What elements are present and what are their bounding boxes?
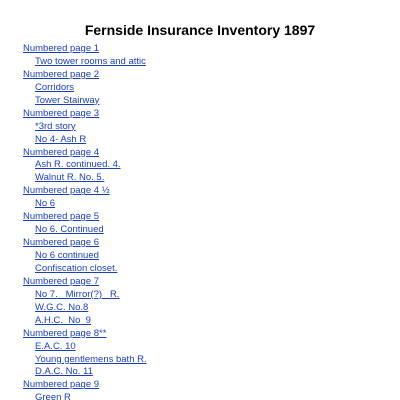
toc-section	[23, 328, 393, 380]
toc-link-page-2[interactable]: Numbered page 2	[23, 68, 100, 80]
toc-link-page-6[interactable]: Numbered page 6	[23, 237, 100, 249]
toc-sub-link[interactable]: No 6. Continued	[35, 224, 104, 236]
toc-sublist	[23, 121, 393, 147]
toc-section	[23, 185, 393, 211]
toc-sub-link[interactable]: Young gentlemens bath R.	[35, 353, 147, 365]
toc-link-page-9[interactable]: Numbered page 9	[23, 379, 100, 391]
toc-sub-link[interactable]: Confiscation closet.	[35, 262, 118, 274]
toc-sub-link[interactable]: Green R	[35, 392, 71, 400]
toc-section	[23, 108, 393, 147]
toc-section	[23, 276, 393, 328]
toc-sublist	[23, 341, 393, 380]
toc-sub-link[interactable]: D.A.C. No. 11	[35, 366, 93, 378]
toc-sub-link[interactable]: No 6	[35, 198, 56, 210]
toc-sublist	[23, 392, 393, 400]
toc-sublist	[23, 250, 393, 276]
toc-section	[23, 69, 393, 108]
toc-sublist	[23, 56, 393, 69]
toc-section	[23, 237, 393, 276]
table-of-contents	[23, 43, 393, 400]
toc-sub-link[interactable]: *3rd story	[35, 120, 76, 132]
page-title: Fernside Insurance Inventory 1897	[84, 22, 316, 38]
toc-link-page-1[interactable]: Numbered page 1	[23, 43, 100, 54]
toc-sublist	[23, 159, 393, 185]
toc-sub-link[interactable]: Walnut R. No. 5.	[35, 172, 105, 184]
toc-section	[23, 43, 393, 69]
toc-sub-link[interactable]: No 6 continued	[35, 250, 99, 261]
toc-section	[23, 211, 393, 237]
toc-sublist	[23, 198, 393, 211]
toc-sub-link[interactable]: A.H.C. No 9	[35, 314, 91, 326]
toc-sub-link[interactable]: W.G.C. No.8	[35, 301, 89, 313]
toc-sub-link[interactable]: Two tower rooms and attic	[35, 55, 146, 67]
toc-sublist	[23, 289, 393, 328]
toc-sub-link[interactable]: E.A.C. 10	[35, 340, 76, 352]
toc-section	[23, 147, 393, 186]
toc-link-page-7[interactable]: Numbered page 7	[23, 275, 100, 287]
toc-link-page-4[interactable]: Numbered page 4	[23, 146, 100, 158]
toc-sub-link[interactable]: No 7. Mirror(?) R.	[35, 288, 120, 300]
toc-sublist	[23, 82, 393, 108]
toc-link-page-8[interactable]: Numbered page 8**	[23, 327, 107, 339]
toc-link-page-4-half[interactable]: Numbered page 4 ½	[23, 185, 110, 197]
toc-link-page-3[interactable]: Numbered page 3	[23, 107, 100, 119]
toc-sublist	[23, 224, 393, 237]
toc-sub-link[interactable]: Tower Stairway	[35, 94, 100, 106]
toc-sub-link[interactable]: Ash R. continued. 4.	[35, 159, 121, 171]
toc-section	[23, 379, 393, 400]
toc-link-page-5[interactable]: Numbered page 5	[23, 211, 100, 223]
toc-sub-link[interactable]: No 4- Ash R	[35, 133, 87, 145]
toc-sub-link[interactable]: Corridors	[35, 81, 75, 93]
